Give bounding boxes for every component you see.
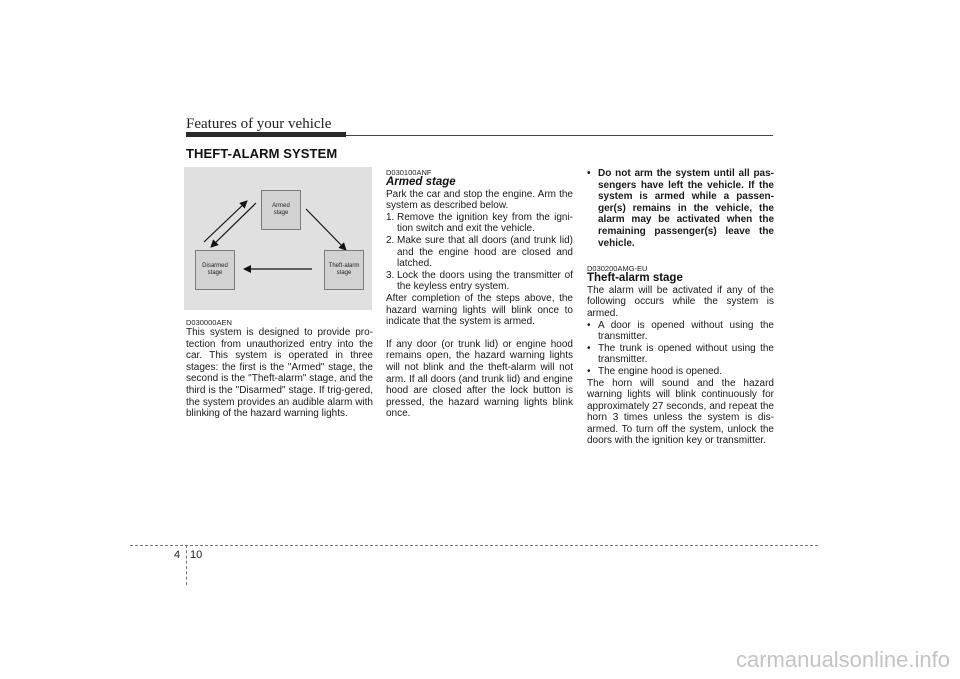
step-number: 2.	[386, 234, 395, 246]
trigger-text: The trunk is opened without using the transmitter.	[598, 342, 774, 366]
trigger-item	[587, 366, 774, 378]
theft-alarm-heading: Theft-alarm stage	[587, 272, 683, 285]
disarmed-stage-box	[195, 250, 235, 290]
trigger-text: The engine hood is opened.	[598, 365, 722, 377]
watermark: carmanualsonline.info	[735, 647, 950, 672]
step-text: Remove the ignition key from the igni-tion switch and exit the vehicle.	[397, 211, 573, 235]
armed-stage-heading: Armed stage	[386, 176, 456, 188]
header-rule-thin	[346, 135, 773, 136]
footer-vertical-rule	[186, 545, 187, 585]
bullet: •	[587, 365, 591, 377]
armed-stage-label-line1: Armed	[272, 203, 290, 209]
bullet: •	[587, 168, 591, 179]
footer-rule	[130, 545, 818, 546]
bullet: •	[587, 319, 591, 331]
section-code: D030000AEN	[186, 318, 232, 327]
step-text: Make sure that all doors (and trunk lid) and the engine hood are closed and latched.	[397, 234, 573, 270]
page-number: 10	[190, 549, 203, 561]
open-door-note: If any door (or trunk lid) or engine hood remains open, the hazard warning lights will not blink and the theft-alarm will not arm. If all doors (and trunk lid) and engine hood are closed after the lock button is pressed, the hazard warning lights blink once.	[386, 338, 573, 420]
section-title: THEFT-ALARM SYSTEM	[186, 146, 338, 161]
warning-item	[587, 168, 774, 249]
column-intro	[186, 318, 373, 420]
arrow-armed-to-theft	[306, 209, 346, 250]
armed-step	[386, 212, 573, 235]
header-rule-thick	[186, 132, 346, 137]
armed-stage-code: D030100ANF	[386, 168, 432, 177]
armed-step	[386, 235, 573, 270]
armed-stage-intro: Park the car and stop the engine. Arm the system as described below.	[386, 188, 573, 212]
arrow-armed-to-disarmed	[211, 203, 256, 247]
column-theft-alarm	[587, 168, 774, 447]
chapter-number: 4	[174, 549, 181, 561]
armed-stage-label-line2: stage	[273, 210, 289, 216]
armed-confirmation: After completion of the steps above, the hazard warning lights will blink once to indicate that the system is armed.	[386, 292, 573, 328]
spacer	[386, 328, 573, 339]
theft-alarm-closing: The horn will sound and the hazard warning lights will blink continuously for approximately 27 seconds, and repeat the horn 3 times unless the system is dis-armed. To turn off the system, unlock the doors with the ignition key or transmitter.	[587, 377, 774, 447]
theft-alarm-stage-box	[324, 250, 364, 290]
theft-alarm-stage-label-line2: stage	[336, 270, 352, 276]
disarmed-stage-label-line2: stage	[207, 270, 223, 276]
column-armed-stage	[386, 168, 573, 420]
armed-step	[386, 270, 573, 293]
stage-diagram	[184, 167, 372, 310]
theft-alarm-intro: The alarm will be activated if any of the following occurs while the system is armed.	[587, 284, 774, 319]
theft-alarm-code: D030200AMG-EU	[587, 264, 648, 274]
header-title: Features of your vehicle	[186, 116, 332, 132]
theft-alarm-stage-label-line1: Theft-alarm	[328, 263, 360, 269]
spacer	[587, 249, 774, 260]
step-number: 3.	[386, 269, 395, 281]
arrow-disarmed-to-armed	[204, 201, 247, 242]
step-text: Lock the doors using the transmitter of the keyless entry system.	[397, 269, 573, 293]
bullet: •	[587, 342, 591, 354]
trigger-text: A door is opened without using the transmitter.	[598, 319, 774, 343]
disarmed-stage-label-line1: Disarmed	[202, 263, 228, 269]
step-number: 1.	[386, 211, 395, 223]
warning-text: Do not arm the system until all pas-sengers have left the vehicle. If the system is armed while a passen-ger(s) remains in the vehicle, the alarm may be activated when the remaining passenger(s) leave the vehicle.	[598, 168, 774, 249]
trigger-item	[587, 320, 774, 343]
trigger-item	[587, 343, 774, 366]
armed-stage-box	[261, 190, 301, 230]
intro-paragraph: This system is designed to provide pro-tection from unauthorized entry into the car. This system is operated in three stages: the first is the "Armed" stage, the second is the "Theft-alarm" stage, and the third is the "Disarmed" stage. If trig-gered, the system provides an audible alarm with blinking of the hazard warning lights.	[186, 327, 373, 420]
